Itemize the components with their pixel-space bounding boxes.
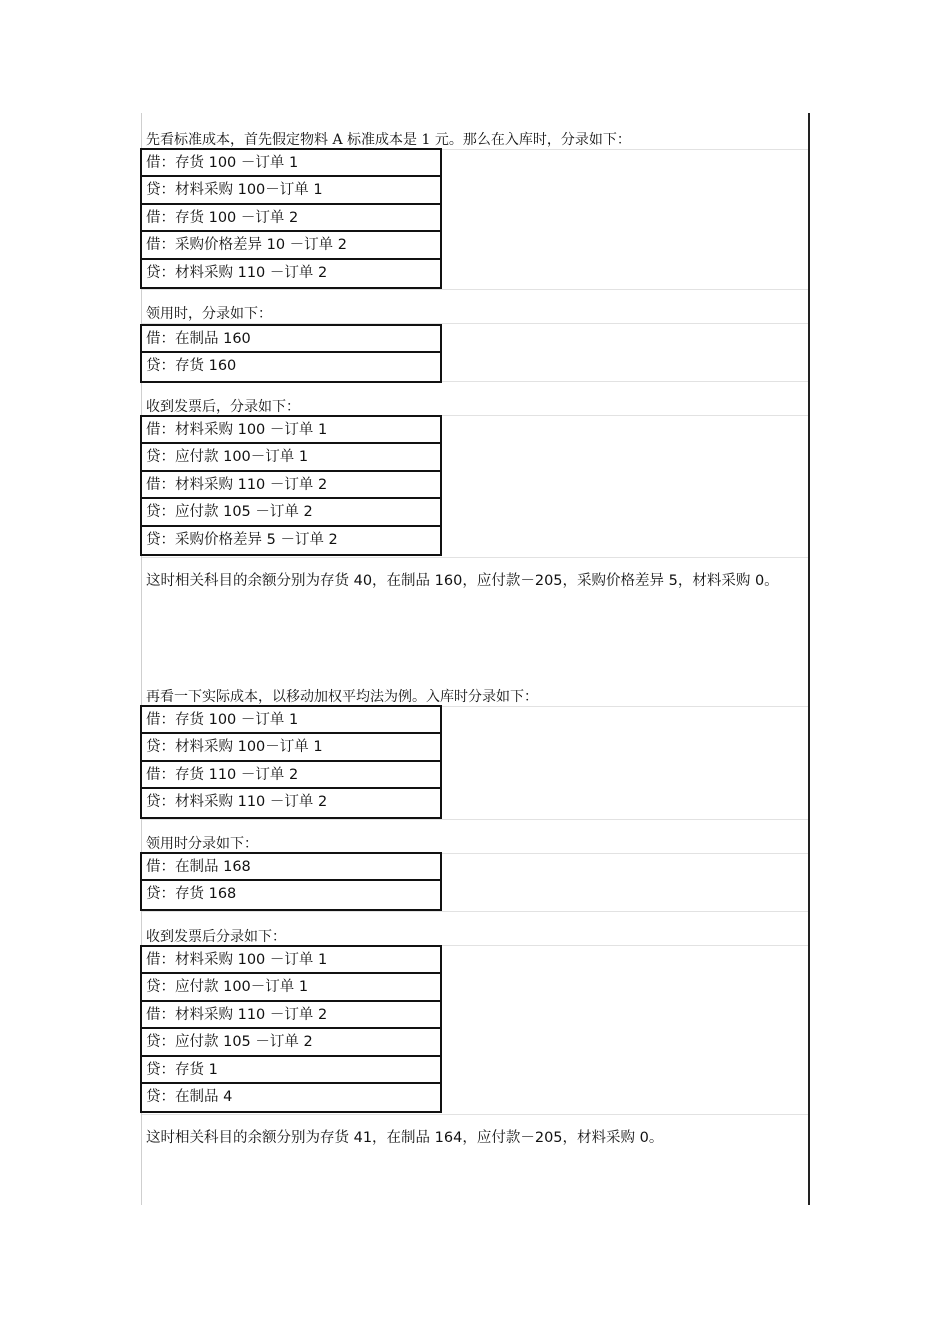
journal-entry-table — [140, 415, 442, 556]
sheet-gridline — [142, 557, 808, 558]
journal-entry-row: 借：材料采购 110 －订单 2 — [142, 472, 440, 499]
journal-entry-row: 借：材料采购 110 －订单 2 — [142, 1002, 440, 1029]
journal-entry-row: 贷：材料采购 100－订单 1 — [142, 734, 440, 761]
journal-entry-row: 借：存货 100 －订单 1 — [142, 707, 440, 734]
journal-entry-table — [140, 945, 442, 1113]
journal-entry-row: 借：采购价格差异 10 －订单 2 — [142, 232, 440, 259]
journal-entry-row: 贷：应付款 105 －订单 2 — [142, 1029, 440, 1056]
journal-entry-row: 借：存货 100 －订单 2 — [142, 205, 440, 232]
paragraph-text: 领用时分录如下： — [146, 836, 258, 852]
sheet-gridline — [142, 819, 808, 820]
journal-entry-row: 贷：存货 160 — [146, 358, 237, 375]
journal-entry-row: 借：存货 100 －订单 1 — [142, 150, 440, 177]
journal-entry-row: 借：材料采购 100 －订单 1 — [142, 417, 440, 444]
journal-entry-row: 借：在制品 168 — [142, 854, 440, 881]
document-page — [141, 113, 810, 1205]
paragraph-text: 先看标准成本，首先假定物料 A 标准成本是 1 元。那么在入库时，分录如下： — [146, 132, 631, 148]
journal-entry-row: 贷：材料采购 110 －订单 2 — [146, 794, 328, 811]
journal-entry-row: 贷：应付款 100－订单 1 — [142, 974, 440, 1001]
journal-entry-table — [140, 324, 442, 383]
journal-entry-row: 贷：在制品 4 — [146, 1088, 233, 1105]
journal-entry-table — [140, 852, 442, 911]
sheet-gridline — [142, 289, 808, 290]
paragraph-text: 这时相关科目的余额分别为存货 41，在制品 164，应付款－205，材料采购 0。 — [146, 1130, 664, 1146]
journal-entry-row: 贷：应付款 105 －订单 2 — [142, 499, 440, 526]
journal-entry-row: 贷：材料采购 110 －订单 2 — [146, 264, 328, 281]
sheet-gridline — [142, 911, 808, 912]
paragraph-text: 这时相关科目的余额分别为存货 40，在制品 160，应付款－205，采购价格差异 5，材料采购 0。 — [146, 573, 779, 589]
journal-entry-row: 贷：存货 168 — [146, 886, 237, 903]
journal-entry-row: 贷：采购价格差异 5 －订单 2 — [146, 531, 338, 548]
sheet-gridline — [142, 1114, 808, 1115]
paragraph-text: 收到发票后分录如下： — [146, 929, 286, 945]
paragraph-text: 再看一下实际成本，以移动加权平均法为例。入库时分录如下： — [146, 689, 538, 705]
journal-entry-row: 贷：存货 1 — [142, 1057, 440, 1084]
journal-entry-row: 贷：材料采购 100－订单 1 — [142, 177, 440, 204]
journal-entry-table — [140, 148, 442, 289]
paragraph-text: 收到发票后，分录如下： — [146, 399, 300, 415]
journal-entry-row: 借：材料采购 100 －订单 1 — [142, 947, 440, 974]
journal-entry-row: 借：存货 110 －订单 2 — [142, 762, 440, 789]
paragraph-text: 领用时，分录如下： — [146, 306, 272, 322]
journal-entry-row: 借：在制品 160 — [142, 326, 440, 353]
journal-entry-row: 贷：应付款 100－订单 1 — [142, 444, 440, 471]
journal-entry-table — [140, 705, 442, 819]
